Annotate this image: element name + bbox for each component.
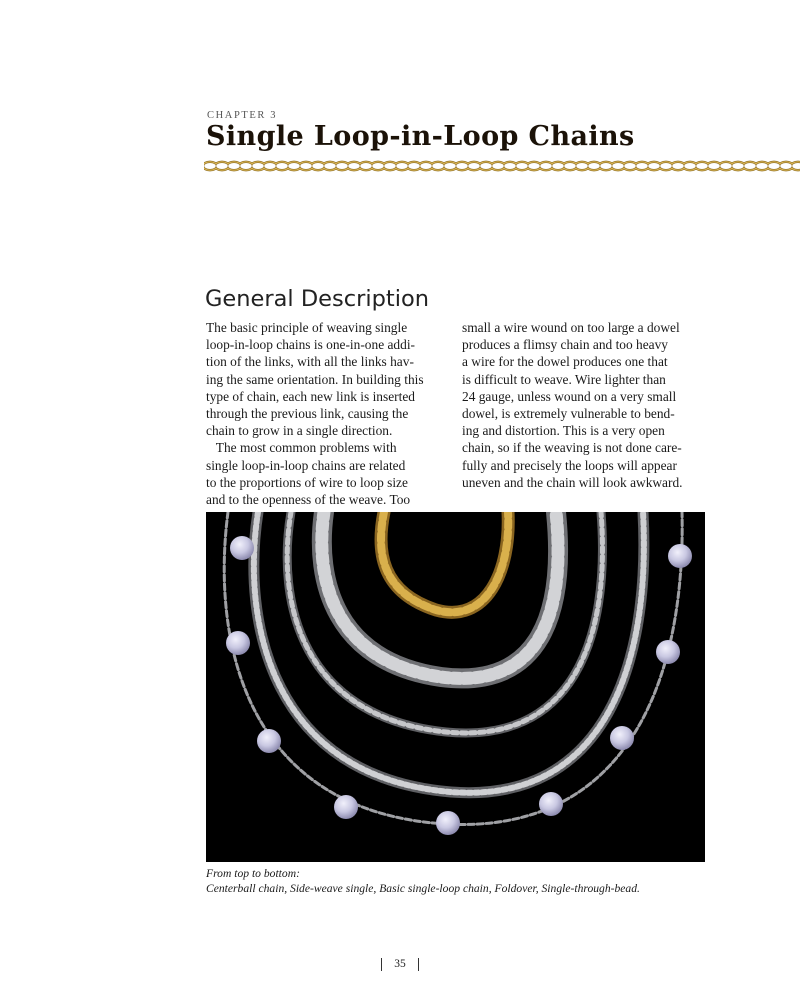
body-line: The basic principle of weaving single [206, 320, 408, 335]
bead [436, 811, 460, 835]
body-line: loop-in-loop chains is one-in-one addi- [206, 337, 415, 353]
body-line: chain to grow in a single direction. [206, 423, 393, 439]
body-line: small a wire wound on too large a dowel [462, 320, 680, 335]
body-line: uneven and the chain will look awkward. [462, 474, 683, 490]
photo-caption [206, 867, 640, 896]
body-line: single loop-in-loop chains are related [206, 457, 406, 473]
body-line: 24 gauge, unless wound on a very small [462, 388, 677, 404]
body-line: is difficult to weave. Wire lighter than [462, 371, 666, 387]
folio-divider [418, 958, 419, 971]
chapter-title: Single Loop-in-Loop Chains [206, 121, 635, 152]
body-line: a wire for the dowel produces one that [462, 354, 668, 370]
bead [656, 640, 680, 664]
body-column-left [206, 319, 454, 508]
chains-illustration [206, 512, 705, 862]
body-line: ing and distortion. This is a very open [462, 423, 665, 439]
bead [539, 792, 563, 816]
body-line: tion of the links, with all the links hav- [206, 354, 414, 370]
bead [230, 536, 254, 560]
body-line: ing the same orientation. In building this [206, 371, 424, 387]
body-line: fully and precisely the loops will appear [462, 457, 677, 473]
body-line: dowel, is extremely vulnerable to bend- [462, 405, 675, 421]
bead [257, 729, 281, 753]
bead [226, 631, 250, 655]
body-line: type of chain, each new link is inserted [206, 388, 415, 404]
chains-photo [206, 512, 705, 862]
body-line: The most common problems with [206, 440, 397, 456]
title-chain-ornament [204, 157, 800, 175]
body-line: to the proportions of wire to loop size [206, 474, 408, 490]
bead [610, 726, 634, 750]
page-footer [0, 958, 800, 971]
caption-line: Centerball chain, Side-weave single, Basic single-loop chain, Foldover, Single-through-bead. [206, 881, 640, 895]
caption-line: From top to bottom: [206, 867, 300, 880]
body-line: chain, so if the weaving is not done care- [462, 440, 682, 456]
folio-divider [381, 958, 382, 971]
bead [334, 795, 358, 819]
body-column-right [462, 319, 710, 491]
body-line: produces a flimsy chain and too heavy [462, 337, 669, 353]
page-number: 35 [394, 958, 406, 971]
bead [668, 544, 692, 568]
body-line: through the previous link, causing the [206, 405, 409, 421]
section-heading: General Description [205, 286, 429, 312]
body-line: and to the openness of the weave. Too [206, 491, 411, 507]
chapter-label: CHAPTER 3 [207, 110, 278, 121]
